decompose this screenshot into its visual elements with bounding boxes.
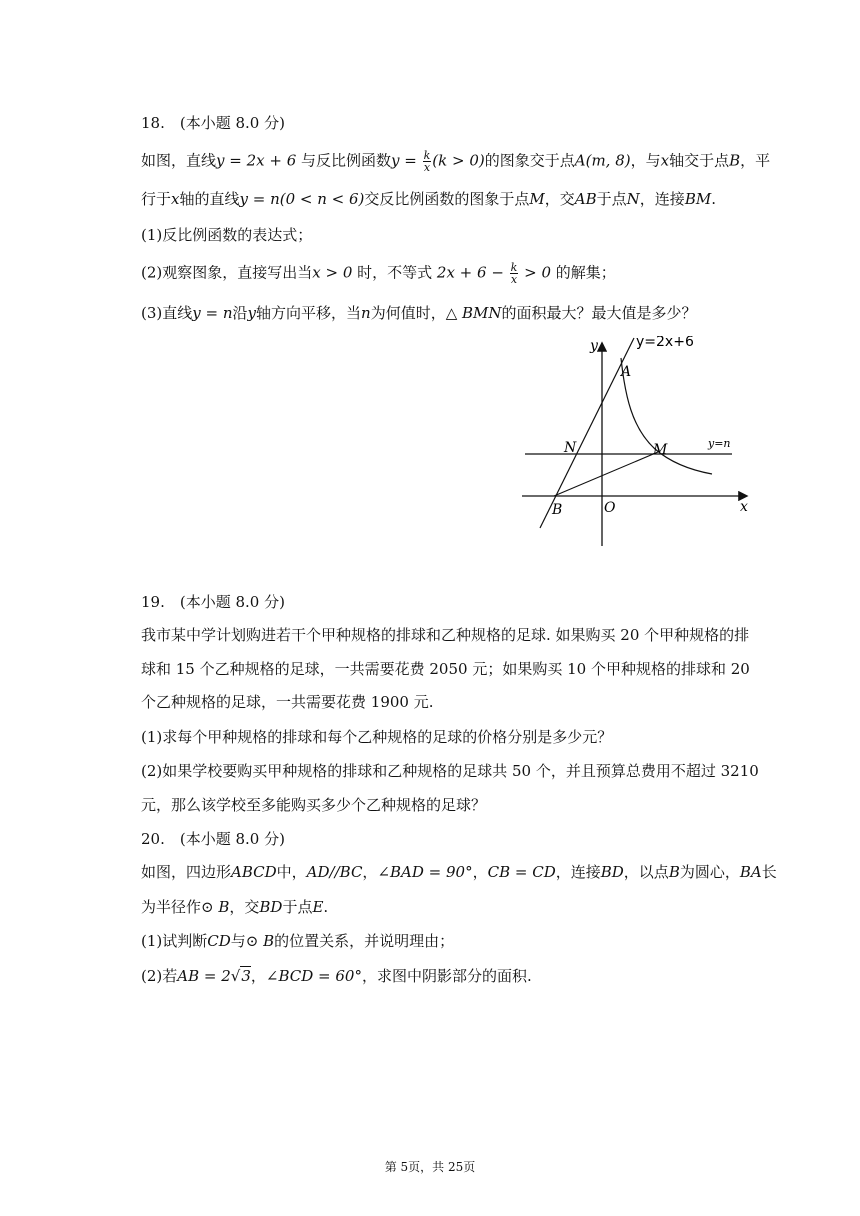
q18-graph-figure bbox=[520, 336, 755, 551]
q20-line2: 为半径作⊙ B，交BD于点E. bbox=[141, 898, 329, 916]
label-origin: O bbox=[604, 500, 616, 516]
q20-line1: 如图，四边形ABCD中，AD//BC，∠BAD = 90°，CB = CD，连接BD，以点B为圆心，BA长 bbox=[141, 863, 777, 881]
label-line1: y=2x+6 bbox=[636, 336, 694, 350]
label-point-m: M bbox=[653, 442, 668, 458]
label-line2: y=n bbox=[708, 437, 731, 450]
label-point-a: A bbox=[621, 364, 632, 380]
fraction-k-over-x-2: $\frac{k}{x}$ bbox=[510, 261, 518, 286]
fraction-k-over-x: $\frac{k}{x}$ bbox=[423, 149, 431, 174]
q18-stem-line1: 如图，直线y = 2x + 6 与反比例函数y = $\frac{k}{x}$ (k > 0)的图象交于点A(m, 8)，与x轴交于点B，平 bbox=[141, 149, 771, 174]
line-y-2x-plus-6 bbox=[540, 338, 634, 528]
q19-part2b: 元，那么该学校至多能购买多少个乙种规格的足球？ bbox=[141, 796, 487, 814]
q18-header: 18. (本小题 8.0 分) bbox=[141, 114, 285, 132]
q19-line3: 个乙种规格的足球，一共需要花费 1900 元. bbox=[141, 693, 434, 711]
page-footer: 第 5页，共 25页 bbox=[384, 1160, 476, 1174]
q20-part2: (2)若AB = 2√3，∠BCD = 60°，求图中阴影部分的面积. bbox=[141, 967, 532, 985]
q20-header: 20. (本小题 8.0 分) bbox=[141, 830, 285, 848]
q20-part1: (1)试判断CD与⊙ B的位置关系，并说明理由； bbox=[141, 932, 455, 950]
label-x-axis: x bbox=[740, 499, 748, 515]
q18-part2: (2)观察图象，直接写出当x > 0 时，不等式 2x + 6 − $\frac{k}{x}$ > 0 的解集； bbox=[141, 261, 616, 286]
label-point-n: N bbox=[564, 440, 577, 456]
q19-header: 19. (本小题 8.0 分) bbox=[141, 593, 285, 611]
q18-part3: (3)直线y = n沿y轴方向平移，当n为何值时，△ BMN的面积最大？最大值是多少？ bbox=[141, 304, 697, 322]
label-y-axis: y bbox=[590, 338, 598, 354]
q18-stem-line2: 行于x轴的直线y = n(0 < n < 6)交反比例函数的图象于点M，交AB于点N，连接BM. bbox=[141, 190, 716, 208]
q19-part2a: (2)如果学校要购买甲种规格的排球和乙种规格的足球共 50 个，并且预算总费用不超过 3210 bbox=[141, 762, 759, 780]
sqrt-symbol: √ bbox=[230, 967, 241, 985]
segment-bm bbox=[554, 452, 658, 496]
q19-part1: (1)求每个甲种规格的排球和每个乙种规格的足球的价格分别是多少元？ bbox=[141, 728, 613, 746]
q19-line1: 我市某中学计划购进若干个甲种规格的排球和乙种规格的足球. 如果购买 20 个甲种规格的排 bbox=[141, 626, 750, 644]
q19-line2: 球和 15 个乙种规格的足球，一共需要花费 2050 元；如果购买 10 个甲种规格的排球和 20 bbox=[141, 660, 750, 678]
q18-part1: (1)反比例函数的表达式； bbox=[141, 226, 313, 244]
label-point-b: B bbox=[552, 502, 563, 518]
